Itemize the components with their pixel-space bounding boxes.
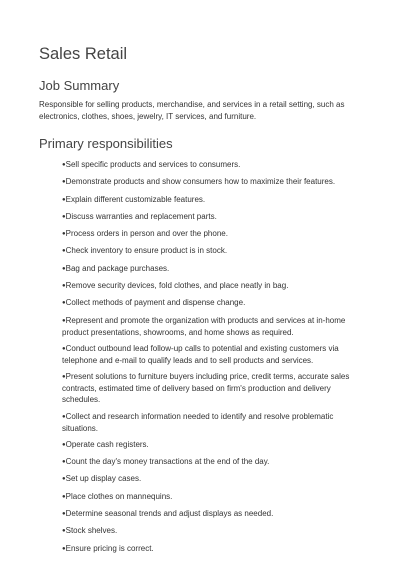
responsibility-item: [62, 543, 359, 555]
bullet-icon: ●: [62, 413, 66, 420]
responsibility-text: Represent and promote the organization with products and services at in-home product presentations, showrooms, and home shows as required.: [62, 315, 346, 337]
bullet-icon: ●: [62, 196, 66, 203]
bullet-icon: ●: [62, 476, 66, 483]
bullet-icon: ●: [62, 213, 66, 220]
bullet-icon: ●: [62, 283, 66, 290]
responsibility-item: [62, 525, 359, 537]
bullet-icon: ●: [62, 248, 66, 255]
bullet-icon: ●: [62, 179, 66, 186]
responsibility-text: Set up display cases.: [65, 474, 142, 484]
responsibility-item: [62, 439, 359, 451]
bullet-icon: ●: [62, 545, 66, 552]
responsibility-text: Explain different customizable features.: [65, 194, 206, 204]
responsibility-item: [62, 280, 359, 292]
responsibility-item: [62, 473, 359, 485]
bullet-icon: ●: [62, 374, 66, 381]
responsibilities-list: [39, 159, 359, 555]
responsibility-item: [62, 263, 359, 275]
responsibility-item: [62, 508, 359, 520]
responsibilities-heading: Primary responsibilities: [39, 136, 173, 151]
responsibility-text: Place clothes on mannequins.: [65, 491, 173, 501]
responsibility-item: [62, 371, 359, 405]
bullet-icon: ●: [62, 493, 66, 500]
document-title: Sales Retail: [39, 45, 128, 63]
bullet-icon: ●: [62, 265, 66, 272]
responsibility-text: Collect methods of payment and dispense change.: [65, 298, 246, 308]
responsibility-item: [62, 194, 359, 206]
responsibility-text: Operate cash registers.: [65, 439, 149, 449]
responsibility-text: Conduct outbound lead follow-up calls to potential and existing customers via telephone and e-mail to qualify leads and to sell products and services.: [62, 343, 339, 365]
responsibility-item: [62, 456, 359, 468]
responsibility-text: Ensure pricing is correct.: [65, 543, 154, 553]
responsibility-item: [62, 297, 359, 309]
responsibility-text: Determine seasonal trends and adjust displays as needed.: [65, 509, 274, 519]
responsibility-text: Process orders in person and over the phone.: [65, 229, 228, 239]
bullet-icon: ●: [62, 528, 66, 535]
responsibility-item: [62, 228, 359, 240]
responsibility-text: Check inventory to ensure product is in stock.: [65, 246, 228, 256]
responsibility-item: [62, 343, 359, 366]
bullet-icon: ●: [62, 511, 66, 518]
responsibility-text: Sell specific products and services to consumers.: [65, 160, 241, 169]
bullet-icon: ●: [62, 459, 66, 466]
responsibility-text: Count the day's money transactions at the end of the day.: [65, 457, 270, 467]
bullet-icon: ●: [62, 345, 66, 352]
responsibility-item: [62, 491, 359, 503]
responsibility-text: Demonstrate products and show consumers how to maximize their features.: [65, 177, 336, 187]
responsibility-text: Collect and research information needed to identify and resolve problematic situations.: [62, 411, 334, 433]
responsibility-item: [62, 245, 359, 257]
bullet-icon: ●: [62, 162, 66, 168]
job-summary-heading: Job Summary: [39, 78, 120, 93]
responsibility-text: Stock shelves.: [65, 526, 118, 536]
responsibility-item: [62, 159, 359, 171]
responsibility-text: Bag and package purchases.: [65, 263, 170, 273]
responsibility-item: [62, 411, 359, 434]
bullet-icon: ●: [62, 317, 66, 324]
responsibility-text: Present solutions to furniture buyers including price, credit terms, accurate sales contracts, estimated time of delivery based on firm's production and delivery schedules.: [62, 372, 350, 405]
bullet-icon: ●: [62, 231, 66, 238]
responsibility-text: Discuss warranties and replacement parts.: [65, 211, 217, 221]
responsibility-text: Remove security devices, fold clothes, and place neatly in bag.: [65, 281, 289, 291]
responsibility-item: [62, 176, 359, 188]
job-summary-text: Responsible for selling products, merchandise, and services in a retail setting, such as electronics, clothes, shoes, jewelry, IT services, and furniture.: [39, 100, 345, 121]
bullet-icon: ●: [62, 300, 66, 307]
responsibility-item: [62, 211, 359, 223]
bullet-icon: ●: [62, 441, 66, 448]
responsibility-item: [62, 315, 359, 338]
